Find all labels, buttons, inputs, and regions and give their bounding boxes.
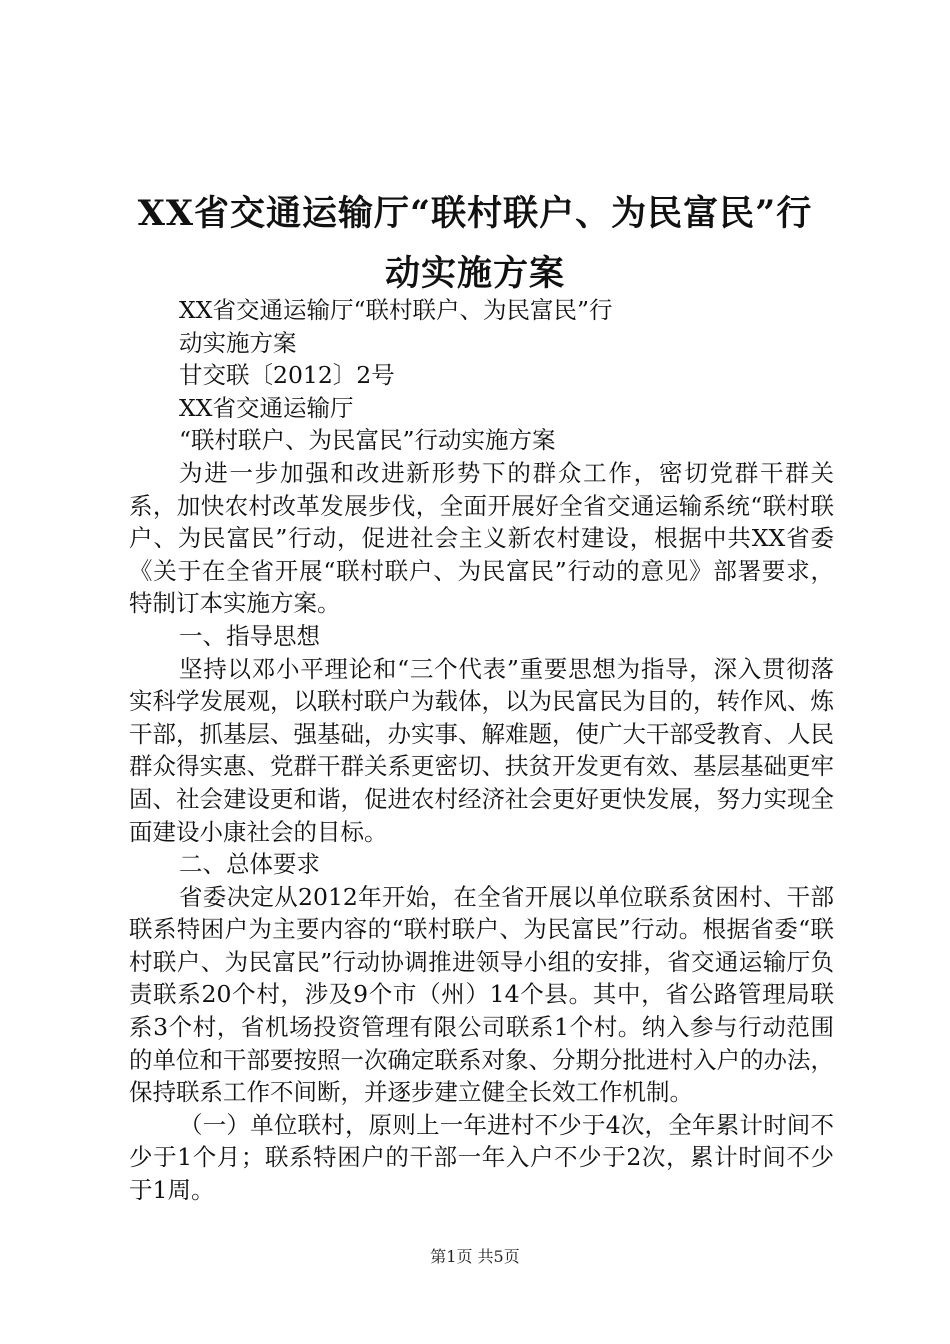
document-number: 甘交联〔2012〕2号 [179,361,395,390]
document-body [129,294,834,1207]
section-heading-1: 一、指导思想 [179,621,320,650]
intro-paragraph: 为进一步加强和改进新形势下的群众工作，密切党群干群关系，加快农村改革发展步伐，全面开展好全省交通运输系统“联村联户、为民富民”行动，促进社会主义新农村建设，根据中共XX省委《关于在全省开展“联村联户、为民富民”行动的意见》部署要求，特制订本实施方案。 [129,458,834,618]
body-title-line-1: XX省交通运输厅“联村联户、为民富民”行 [179,296,613,324]
document-subtitle: “联村联户、为民富民”行动实施方案 [179,426,556,455]
section-heading-2: 二、总体要求 [179,850,320,879]
document-title-line-2: 动实施方案 [384,253,565,294]
section-2-paragraph: 省委决定从2012年开始，在全省开展以单位联系贫困村、干部联系特困户为主要内容的“联村联户、为民富民”行动。根据省委“联村联户、为民富民”行动协调推进领导小组的安排，省交通运输厅负责联系20个村，涉及9个市（州）14个县。其中，省公路管理局联系3个村，省机场投资管理有限公司联系1个村。纳入参与行动范围的单位和干部要按照一次确定联系对象、分期分批进村入户的办法，保持联系工作不间断，并逐步建立健全长效工作机制。 [129,882,834,1107]
issuing-authority: XX省交通运输厅 [179,393,354,422]
body-title-line-2: 动实施方案 [179,328,297,357]
section-1-paragraph: 坚持以邓小平理论和“三个代表”重要思想为指导，深入贯彻落实科学发展观，以联村联户为载体，以为民富民为目的，转作风、炼干部，抓基层、强基础，办实事、解难题，使广大干部受教育、人民群众得实惠、党群干群关系更密切、扶贫开发更有效、基层基础更牢固、社会建设更和谐，促进农村经济社会更好更快发展，努力实现全面建设小康社会的目标。 [129,654,834,846]
page-footer: 第1页 共5页 [430,1247,520,1266]
section-2-item-1: （一）单位联村，原则上一年进村不少于4次，全年累计时间不少于1个月；联系特困户的干部一年入户不少于2次，累计时间不少于1周。 [129,1110,834,1205]
document-title-line-1: XX省交通运输厅“联村联户、为民富民”行 [137,193,813,234]
